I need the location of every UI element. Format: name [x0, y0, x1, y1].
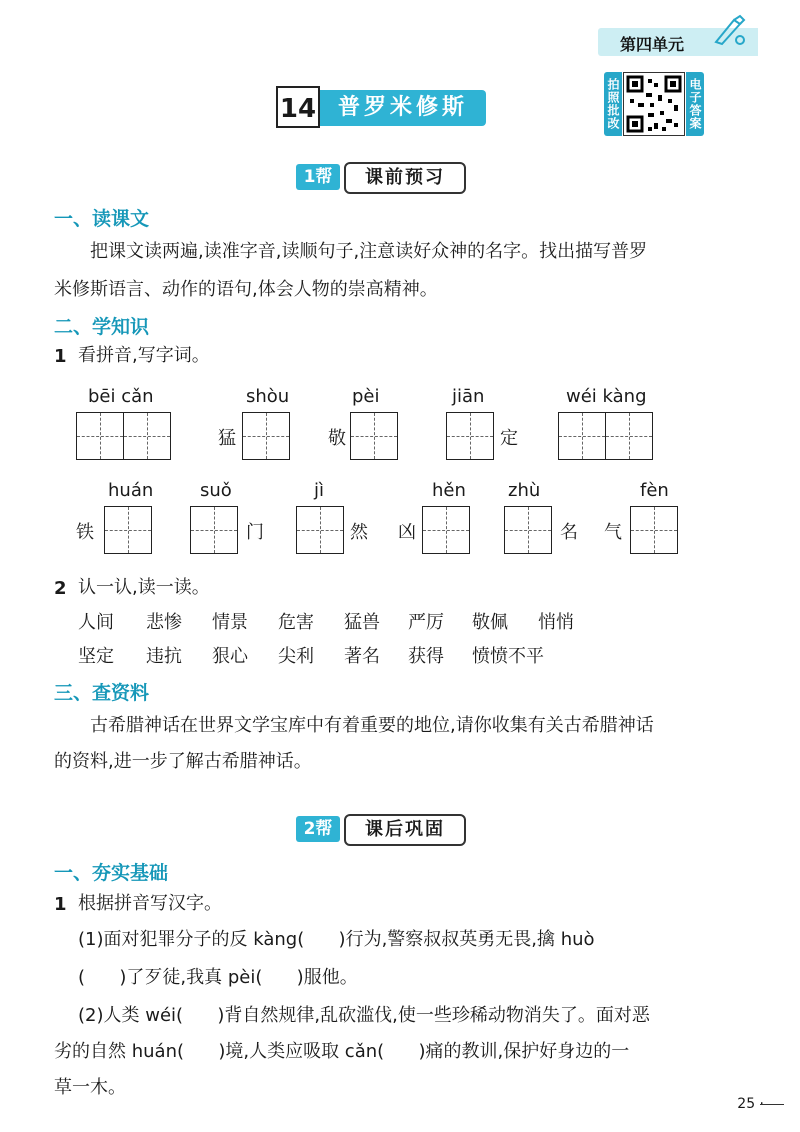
word-item: 悲惨: [146, 612, 182, 633]
word-item: 严厉: [408, 612, 444, 633]
question-number: 1: [54, 894, 67, 915]
writing-cell[interactable]: [446, 412, 494, 460]
pinyin-label: zhù: [508, 480, 541, 501]
given-character: 敬: [328, 428, 346, 449]
pinyin-label: huán: [108, 480, 154, 501]
exercise-line: 劣的自然 huán( )境,人类应吸取 cǎn( )痛的教训,保护好身边的一: [54, 1041, 630, 1062]
heading-read-text: 一、读课文: [54, 208, 150, 230]
lesson-title: 普罗米修斯: [320, 90, 486, 126]
heading-learn: 二、学知识: [54, 316, 150, 338]
writing-cell[interactable]: [504, 506, 552, 554]
writing-cell[interactable]: [123, 412, 171, 460]
writing-cell[interactable]: [558, 412, 606, 460]
word-item: 悄悄: [538, 612, 574, 633]
pinyin-label: jiān: [452, 386, 485, 407]
pinyin-label: hěn: [432, 480, 466, 501]
word-item: 违抗: [146, 646, 182, 667]
word-item: 狠心: [212, 646, 248, 667]
question-number: 1: [54, 346, 67, 367]
section-title: 课前预习: [344, 162, 466, 194]
word-item: 尖利: [278, 646, 314, 667]
writing-cell[interactable]: [605, 412, 653, 460]
pinyin-label: bēi cǎn: [88, 386, 154, 407]
word-item: 获得: [408, 646, 444, 667]
pinyin-label: suǒ: [200, 480, 232, 501]
given-character: 气: [604, 522, 622, 543]
writing-cell[interactable]: [242, 412, 290, 460]
word-item: 猛兽: [344, 612, 380, 633]
paragraph-line: 古希腊神话在世界文学宝库中有着重要的地位,请你收集有关古希腊神话: [90, 715, 654, 736]
question-number: 2: [54, 578, 67, 599]
given-character: 凶: [398, 522, 416, 543]
scan-grade-label: 拍照批改: [604, 72, 622, 136]
exercise-line: (2)人类 wéi( )背自然规律,乱砍滥伐,使一些珍稀动物消失了。面对恶: [78, 1005, 650, 1026]
page-rule: [760, 1104, 784, 1105]
writing-cell[interactable]: [422, 506, 470, 554]
section-title: 课后巩固: [344, 814, 466, 846]
given-character: 然: [350, 522, 368, 543]
writing-cell[interactable]: [350, 412, 398, 460]
unit-label: 第四单元: [620, 35, 685, 54]
writing-cell[interactable]: [630, 506, 678, 554]
given-character: 猛: [218, 428, 236, 449]
paragraph-line: 把课文读两遍,读准字音,读顺句子,注意读好众神的名字。找出描写普罗: [90, 241, 648, 262]
writing-cell[interactable]: [104, 506, 152, 554]
exercise-line: ( )了歹徒,我真 pèi( )服他。: [78, 967, 358, 988]
question-prompt: 看拼音,写字词。: [78, 345, 210, 366]
qr-code-icon[interactable]: [623, 72, 685, 136]
page-number: 25 ·: [737, 1096, 764, 1112]
word-item: 坚定: [78, 646, 114, 667]
question-prompt: 根据拼音写汉字。: [78, 893, 222, 914]
given-character: 名: [560, 522, 578, 543]
paragraph-line: 米修斯语言、动作的语句,体会人物的崇高精神。: [54, 279, 438, 300]
word-item: 愤愤不平: [472, 646, 544, 667]
paragraph-line: 的资料,进一步了解古希腊神话。: [54, 751, 312, 772]
question-prompt: 认一认,读一读。: [78, 577, 210, 598]
heading-research: 三、查资料: [54, 682, 150, 704]
word-item: 敬佩: [472, 612, 508, 633]
word-item: 情景: [212, 612, 248, 633]
e-answer-label: 电子答案: [686, 72, 704, 136]
word-item: 人间: [78, 612, 114, 633]
writing-cell[interactable]: [296, 506, 344, 554]
pinyin-label: wéi kàng: [566, 386, 647, 407]
pen-icon: [712, 14, 748, 50]
heading-basics: 一、夯实基础: [54, 862, 169, 884]
writing-cell[interactable]: [190, 506, 238, 554]
exercise-line: 草一木。: [54, 1077, 126, 1098]
given-character: 门: [246, 522, 264, 543]
pinyin-label: shòu: [246, 386, 290, 407]
section-number: 2帮: [296, 816, 340, 842]
given-character: 定: [500, 428, 518, 449]
lesson-number: 14: [276, 86, 320, 128]
pinyin-label: pèi: [352, 386, 380, 407]
word-item: 著名: [344, 646, 380, 667]
pinyin-label: jì: [314, 480, 325, 501]
exercise-line: (1)面对犯罪分子的反 kàng( )行为,警察叔叔英勇无畏,擒 huò: [78, 929, 595, 950]
word-item: 危害: [278, 612, 314, 633]
pinyin-label: fèn: [640, 480, 669, 501]
given-character: 铁: [76, 522, 94, 543]
qr-code-panel[interactable]: [604, 72, 704, 136]
writing-cell[interactable]: [76, 412, 124, 460]
section-number: 1帮: [296, 164, 340, 190]
